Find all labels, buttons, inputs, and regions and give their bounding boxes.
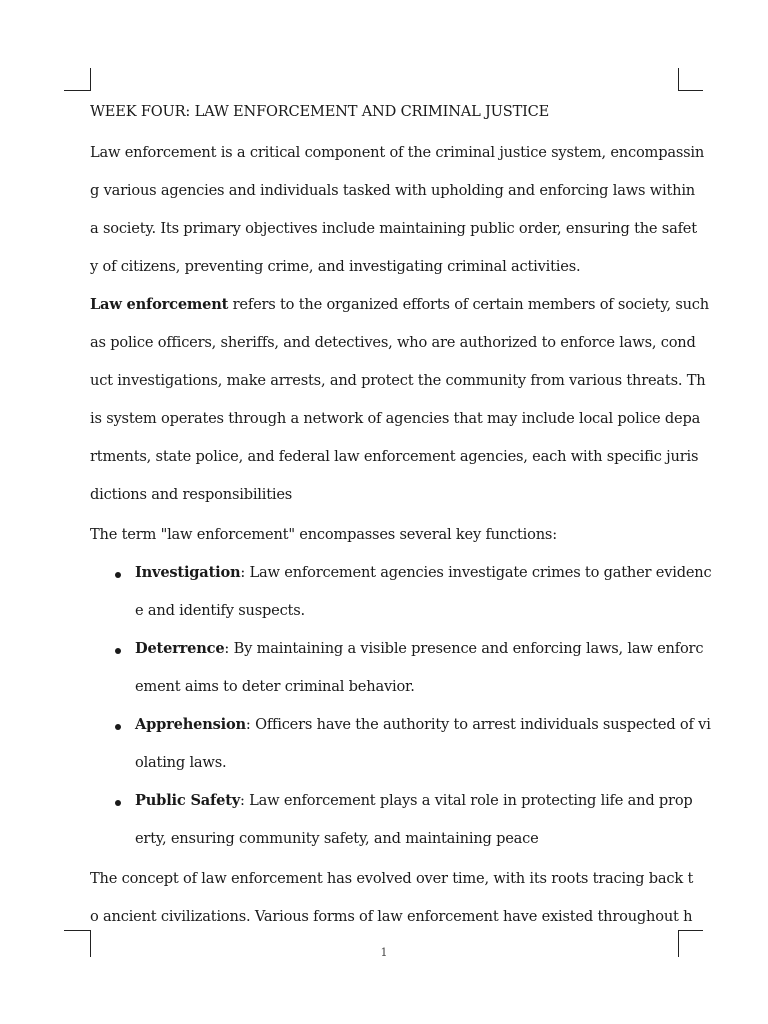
- paragraph-1-line-1: Law enforcement is a critical component of the criminal justice system, encompassin: [90, 144, 705, 161]
- function-item-public-safety: [135, 791, 693, 811]
- bullet-point-icon: [115, 648, 121, 654]
- paragraph-2-line-5: rtments, state police, and federal law enforcement agencies, each with specific juris: [90, 448, 699, 465]
- function-description: : By maintaining a visible presence and enforcing laws, law enforc: [224, 640, 704, 657]
- function-term: Public Safety: [135, 792, 241, 809]
- crop-mark-bottom-right: [678, 930, 703, 957]
- bullet-point-icon: [115, 800, 121, 806]
- function-item-apprehension-continued: olating laws.: [135, 754, 227, 771]
- function-item-public-safety-continued: erty, ensuring community safety, and maintaining peace: [135, 830, 539, 847]
- function-term: Apprehension: [135, 716, 246, 733]
- function-item-apprehension: [135, 715, 711, 735]
- function-item-investigation: [135, 563, 711, 583]
- document-title: WEEK FOUR: LAW ENFORCEMENT AND CRIMINAL JUSTICE: [90, 103, 550, 120]
- function-description: : Law enforcement plays a vital role in protecting life and prop: [240, 792, 693, 809]
- paragraph-1-line-3: a society. Its primary objectives include maintaining public order, ensuring the safet: [90, 220, 697, 237]
- bullet-point-icon: [115, 724, 121, 730]
- paragraph-2-line-2: as police officers, sheriffs, and detectives, who are authorized to enforce laws, cond: [90, 334, 696, 351]
- paragraph-2-line-1-rest: refers to the organized efforts of certain members of society, such: [228, 296, 709, 313]
- function-item-deterrence-continued: ement aims to deter criminal behavior.: [135, 678, 415, 695]
- paragraph-1-line-4: y of citizens, preventing crime, and investigating criminal activities.: [90, 258, 581, 275]
- function-item-deterrence: [135, 639, 703, 659]
- function-term: Deterrence: [135, 640, 225, 657]
- function-item-investigation-continued: e and identify suspects.: [135, 602, 305, 619]
- crop-mark-top-left: [64, 68, 91, 91]
- paragraph-2-line-3: uct investigations, make arrests, and protect the community from various threats. Th: [90, 372, 706, 389]
- function-description: : Officers have the authority to arrest individuals suspected of vi: [245, 716, 711, 733]
- paragraph-1-line-2: g various agencies and individuals tasked with upholding and enforcing laws within: [90, 182, 696, 199]
- paragraph-3-line-1: The concept of law enforcement has evolved over time, with its roots tracing back t: [90, 870, 694, 887]
- function-term: Investigation: [135, 564, 241, 581]
- crop-mark-top-right: [678, 68, 703, 91]
- functions-intro: The term "law enforcement" encompasses several key functions:: [90, 526, 557, 543]
- paragraph-3-line-2: o ancient civilizations. Various forms of law enforcement have existed throughout h: [90, 908, 693, 925]
- paragraph-2-line-6: dictions and responsibilities: [90, 486, 293, 503]
- crop-mark-bottom-left: [64, 930, 91, 957]
- function-description: : Law enforcement agencies investigate crimes to gather evidenc: [240, 564, 712, 581]
- bullet-point-icon: [115, 572, 121, 578]
- paragraph-2-line-1: [90, 295, 709, 315]
- paragraph-2-line-4: is system operates through a network of agencies that may include local police depa: [90, 410, 701, 427]
- page-number: 1: [380, 946, 388, 959]
- paragraph-2-bold-term: Law enforcement: [90, 296, 229, 313]
